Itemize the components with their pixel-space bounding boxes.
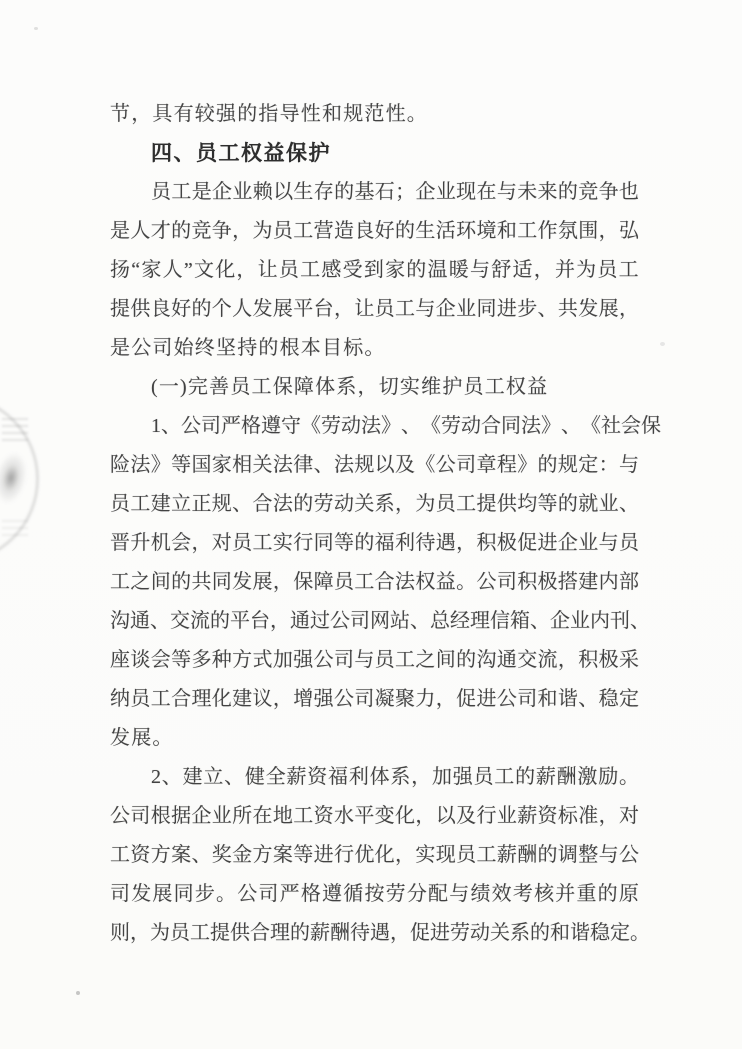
faded-stamp-artifact xyxy=(0,392,70,567)
text-line: 提 供 良 好 的 个 人 发 展 平 台 ， 让 员 工 与 企 业 同 进 步 、 共 发 展 ， xyxy=(110,298,639,320)
text-line: 司 发 展 同 步 。 公 司 严 格 遵 循 按 劳 分 配 与 绩 效 考 核 并 重 的 原 xyxy=(110,883,639,905)
scan-speck xyxy=(660,342,665,346)
text-line: 工 资 方 案 、 奖 金 方 案 等 进 行 优 化 ， 实 现 员 工 薪 酬 的 调 整 与 公 xyxy=(110,844,639,866)
text-line: 扬 “ 家 人 ” 文 化 ， 让 员 工 感 受 到 家 的 温 暖 与 舒 适 ， 并 为 员 工 xyxy=(110,259,639,281)
text-line: 节，具有较强的指导性和规范性。 xyxy=(110,103,428,125)
text-line: 座 谈 会 等 多 种 方 式 加 强 公 司 与 员 工 之 间 的 沟 通 交 流 ， 积 极 采 xyxy=(110,649,639,671)
text-line: 公 司 根 据 企 业 所 在 地 工 资 水 平 变 化 ， 以 及 行 业 薪 资 标 准 ， 对 xyxy=(110,805,639,827)
text-line: 员 工 建 立 正 规 、 合 法 的 劳 动 关 系 ， 为 员 工 提 供 均 等 的 就 业 、 xyxy=(110,493,639,515)
stamp-ink-blob xyxy=(0,449,31,506)
text-line: 则 ， 为 员 工 提 供 合 理 的 薪 酬 待 遇 ， 促 进 劳 动 关 系 的 和 谐 稳 定 。 xyxy=(110,922,650,944)
text-line: 1 、 公 司 严 格 遵 守 《 劳 动 法 》 、 《 劳 动 合 同 法 》 、 《 社 会 保 xyxy=(151,415,661,437)
text-line: 是 人 才 的 竞 争 ， 为 员 工 营 造 良 好 的 生 活 环 境 和 工 作 氛 围 ， 弘 xyxy=(110,220,639,242)
text-line: 险 法 》 等 国 家 相 关 法 律 、 法 规 以 及 《 公 司 章 程 》 的 规 定 ： 与 xyxy=(110,454,639,476)
text-line: 是公司始终坚持的根本目标。 xyxy=(110,337,386,359)
text-line: 工 之 间 的 共 同 发 展 ， 保 障 员 工 合 法 权 益 。 公 司 积 极 搭 建 内 部 xyxy=(110,571,639,593)
scan-speck xyxy=(34,27,38,30)
text-line: 纳 员 工 合 理 化 建 议 ， 增 强 公 司 凝 聚 力 ， 促 进 公 司 和 谐 、 稳 定 xyxy=(110,688,639,710)
document-body xyxy=(110,95,661,953)
stamp-ring-arc xyxy=(0,395,39,563)
text-line: 沟 通 、 交 流 的 平 台 ， 通 过 公 司 网 站 、 总 经 理 信 箱 、 企 业 内 刊 、 xyxy=(110,610,650,632)
text-line: (一)完善员工保障体系，切实维护员工权益 xyxy=(151,376,549,398)
stamp-smudge-marks xyxy=(2,520,28,540)
text-line: 晋 升 机 会 ， 对 员 工 实 行 同 等 的 福 利 待 遇 ， 积 极 促 进 企 业 与 员 xyxy=(110,532,639,554)
stamp-smudge-marks xyxy=(2,418,28,442)
text-line: 2 、 建 立 、 健 全 薪 资 福 利 体 系 ， 加 强 员 工 的 薪 酬 激 励 。 xyxy=(151,766,639,788)
section-heading: 四、员工权益保护 xyxy=(151,142,331,165)
text-line: 员 工 是 企 业 赖 以 生 存 的 基 石 ； 企 业 现 在 与 未 来 的 竞 争 也 xyxy=(151,181,639,203)
text-line: 发展。 xyxy=(110,727,174,749)
scan-speck xyxy=(76,991,80,995)
